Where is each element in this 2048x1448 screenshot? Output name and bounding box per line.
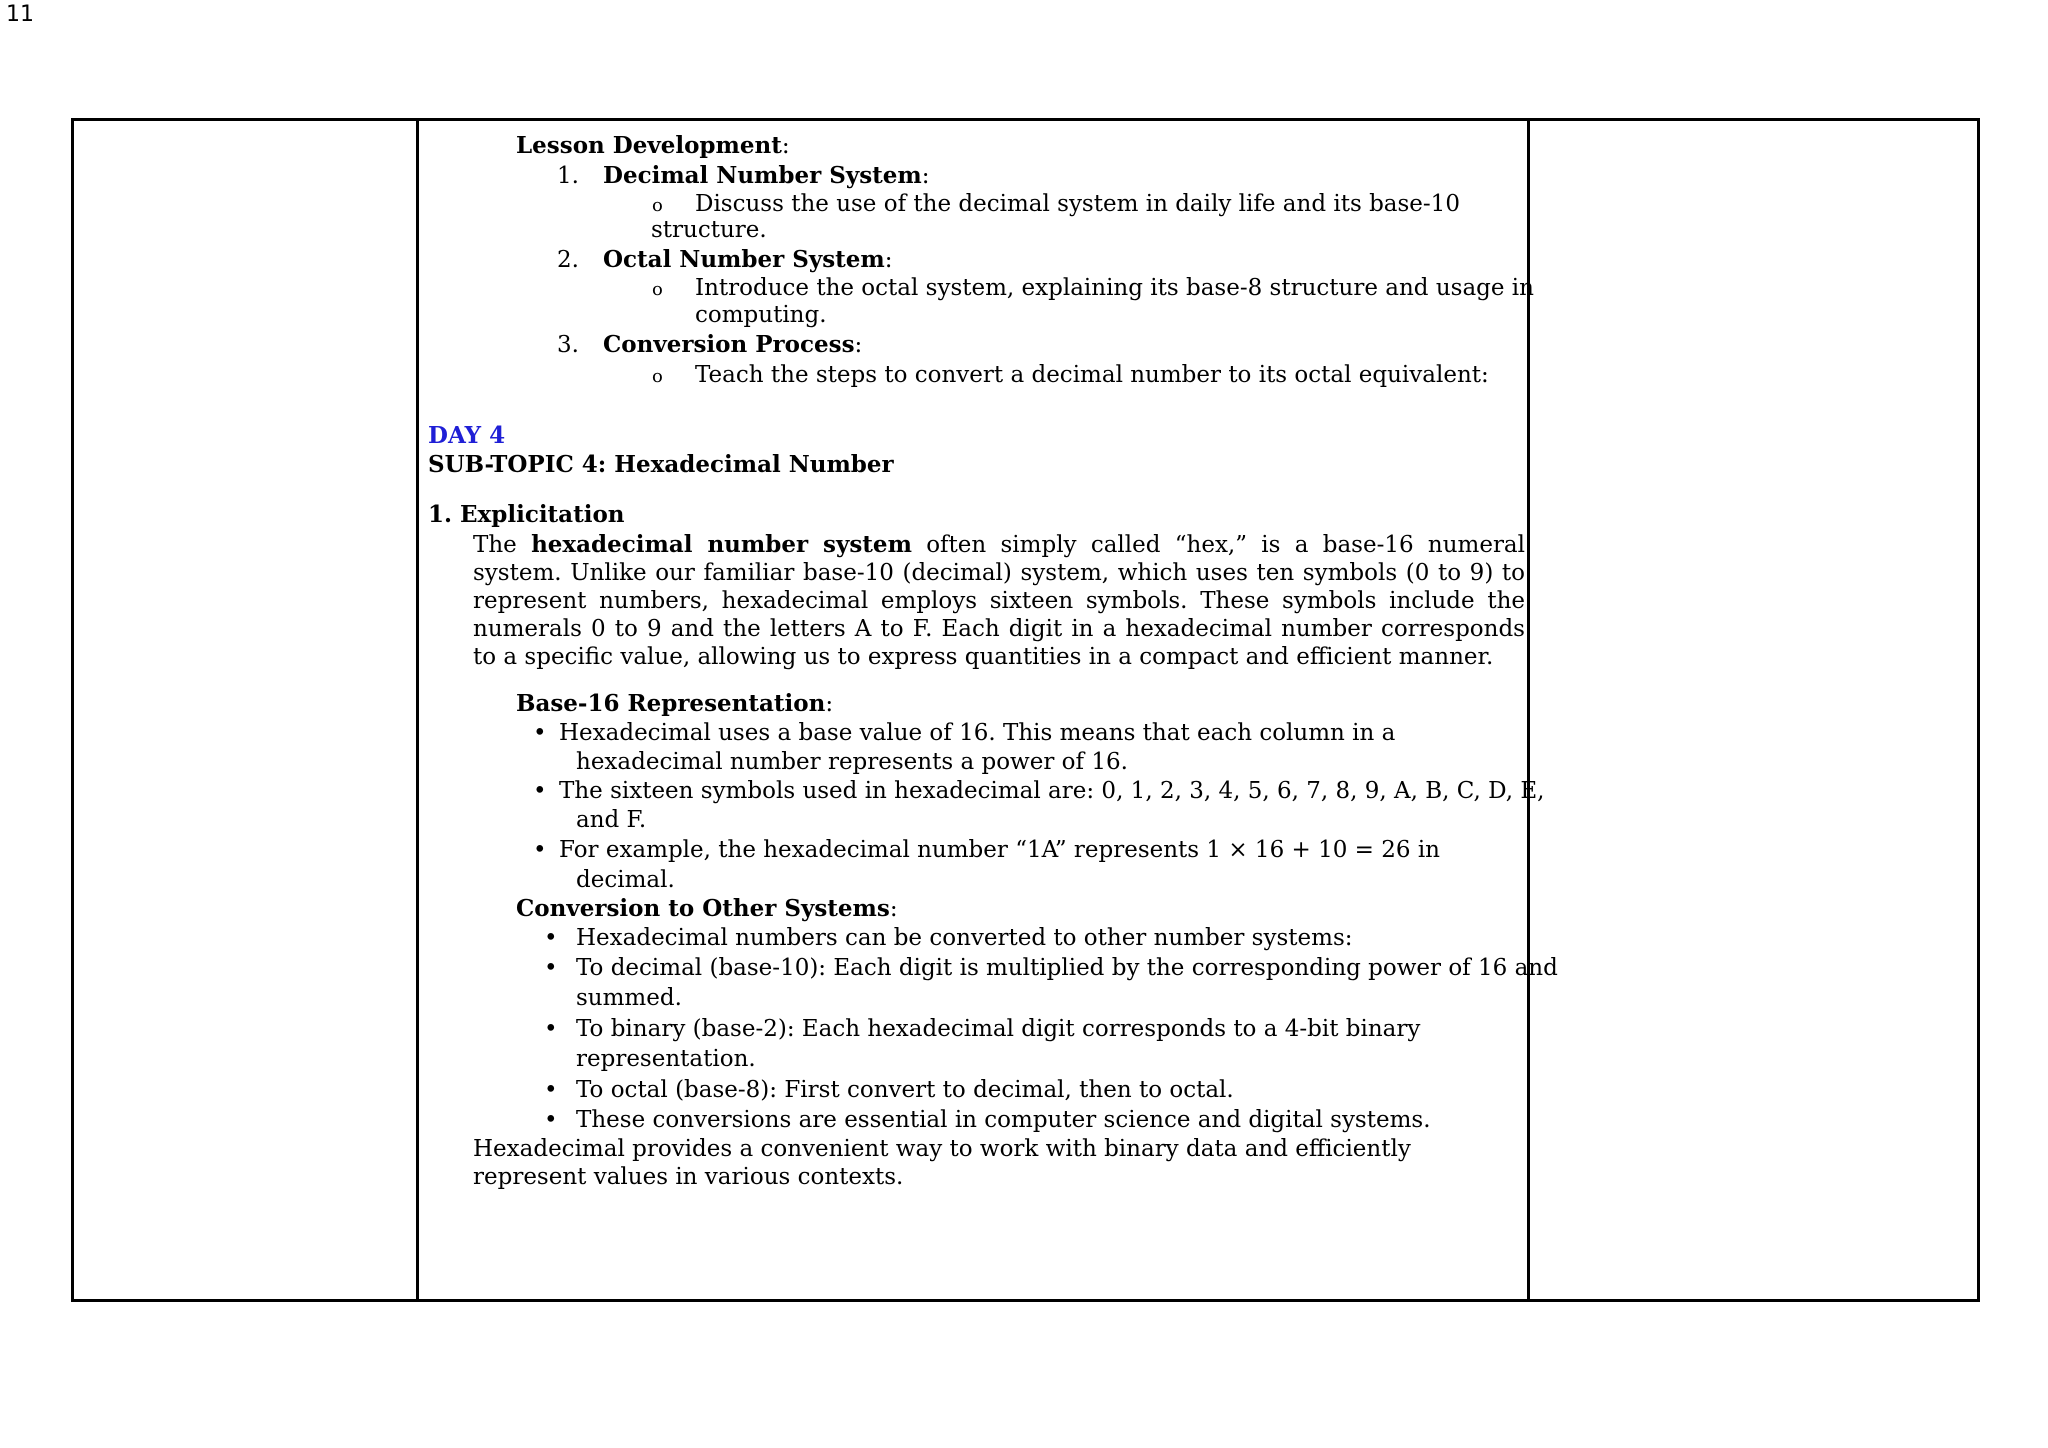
base16-bullet-text: hexadecimal number represents a power of 16.	[576, 749, 1128, 775]
item-text: Discuss the use of the decimal system in daily life and its base-10	[695, 191, 1460, 217]
item-number: 2.	[557, 247, 579, 273]
bullet-icon: •	[533, 720, 547, 746]
bullet-icon: •	[544, 955, 558, 981]
conversion-bullet-text: To decimal (base-10): Each digit is multiplied by the corresponding power of 16 and	[576, 955, 1558, 981]
base16-heading: Base-16 Representation:	[516, 690, 834, 717]
bullet-icon: •	[533, 778, 547, 804]
left-column-cell	[74, 121, 419, 1299]
conversion-bullet-text: These conversions are essential in computer science and digital systems.	[576, 1107, 1431, 1133]
lesson-plan-table	[71, 118, 1980, 1302]
base16-bullet-text: decimal.	[576, 867, 675, 893]
closing-text: represent values in various contexts.	[473, 1164, 904, 1190]
subtopic-heading: SUB-TOPIC 4: Hexadecimal Number	[428, 451, 894, 478]
base16-bullet-text: Hexadecimal uses a base value of 16. This means that each column in a	[559, 720, 1396, 746]
bullet-icon: •	[544, 1107, 558, 1133]
conversion-bullet-text: To binary (base-2): Each hexadecimal digit corresponds to a 4-bit binary	[576, 1016, 1421, 1042]
conversion-bullet-text: representation.	[576, 1046, 756, 1072]
base16-bullet-text: For example, the hexadecimal number “1A” represents 1 × 16 + 10 = 26 in	[559, 837, 1440, 863]
sub-bullet-icon: o	[652, 195, 663, 216]
bullet-icon: •	[544, 925, 558, 951]
bullet-icon: •	[533, 837, 547, 863]
item-title-conversion: Conversion Process:	[603, 331, 863, 358]
sub-bullet-icon: o	[652, 279, 663, 300]
lesson-development-heading: Lesson Development:	[516, 132, 790, 159]
item-title-decimal: Decimal Number System:	[603, 162, 930, 189]
right-column-cell	[1530, 121, 1977, 1299]
sub-bullet-icon: o	[652, 366, 663, 387]
base16-bullet-text: and F.	[576, 807, 647, 833]
page-number: 11	[6, 2, 34, 27]
content-column-cell	[419, 121, 1558, 1299]
item-text: Teach the steps to convert a decimal number to its octal equivalent:	[695, 362, 1489, 388]
conversion-heading: Conversion to Other Systems:	[516, 895, 898, 922]
item-text: Introduce the octal system, explaining its base-8 structure and usage in	[695, 275, 1534, 301]
explicitation-paragraph: The hexadecimal number system often simply called “hex,” is a base-16 numeral system. Unlike our familiar base-10 (decimal) system, which uses ten symbols (0 to 9) to represent numbers, hexadecimal employs sixteen symbols. These symbols include the numerals 0 to 9 and the letters A to F. Each digit in a hexadecimal number corresponds to a specific value, allowing us to express quantities in a compact and efficient manner.	[473, 531, 1526, 670]
base16-bullet-text: The sixteen symbols used in hexadecimal are: 0, 1, 2, 3, 4, 5, 6, 7, 8, 9, A, B, C, D, E,	[559, 778, 1545, 804]
item-text: structure.	[651, 217, 767, 243]
day-label: DAY 4	[428, 422, 506, 449]
conversion-bullet-text: To octal (base-8): First convert to decimal, then to octal.	[576, 1077, 1234, 1103]
bullet-icon: •	[544, 1016, 558, 1042]
bullet-icon: •	[544, 1077, 558, 1103]
explicitation-heading: 1. Explicitation	[428, 501, 625, 528]
item-number: 1.	[557, 163, 579, 189]
conversion-bullet-text: Hexadecimal numbers can be converted to other number systems:	[576, 925, 1353, 951]
closing-text: Hexadecimal provides a convenient way to work with binary data and efficiently	[473, 1136, 1411, 1162]
item-text: computing.	[695, 302, 827, 328]
item-number: 3.	[557, 332, 579, 358]
item-title-octal: Octal Number System:	[603, 246, 893, 273]
conversion-bullet-text: summed.	[576, 985, 682, 1011]
